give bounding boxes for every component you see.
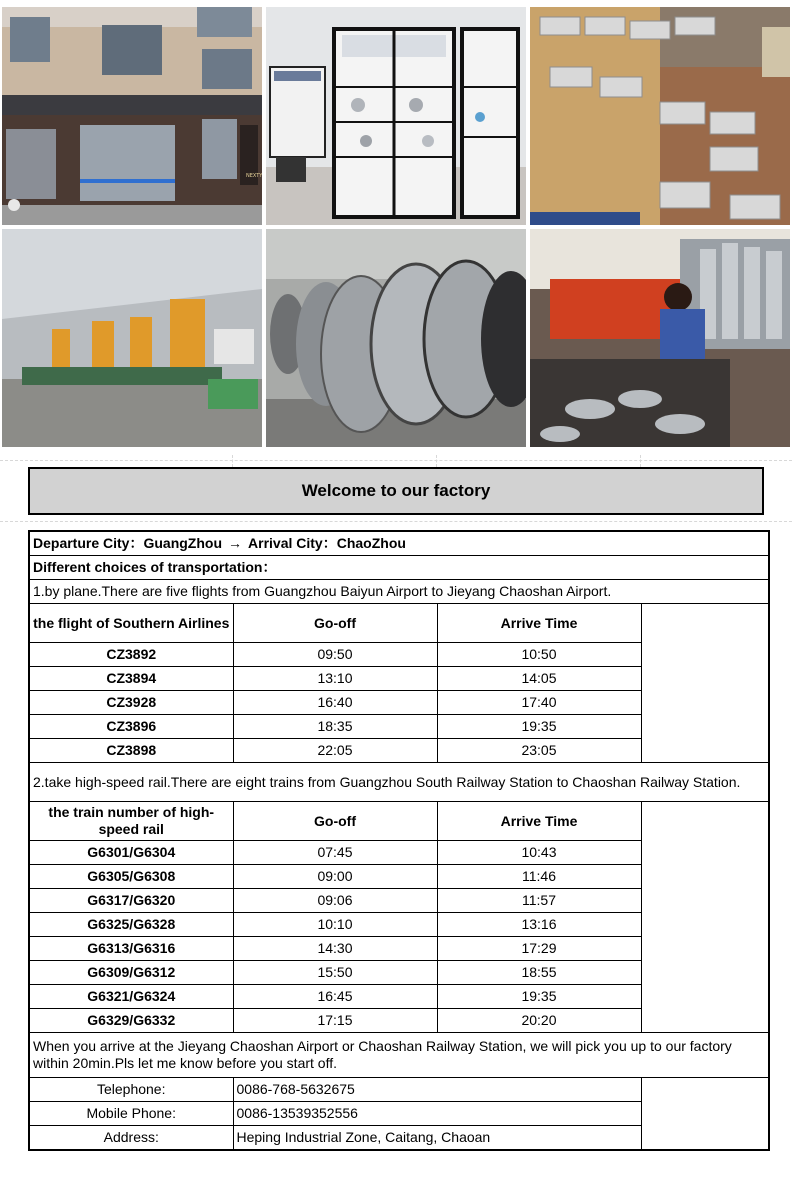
flight-arrive: 17:40 <box>437 691 641 715</box>
welcome-title: Welcome to our factory <box>301 481 491 500</box>
showroom-interior-photo <box>266 7 526 225</box>
train-number: G6309/G6312 <box>29 961 233 985</box>
rail-header-go-off: Go-off <box>233 802 437 841</box>
rail-header-train: the train number of high-speed rail <box>29 802 233 841</box>
train-go-off: 14:30 <box>233 937 437 961</box>
train-arrive: 18:55 <box>437 961 641 985</box>
welcome-banner <box>28 467 764 515</box>
sheet-gridline <box>436 455 437 467</box>
sheet-gridline <box>0 460 792 461</box>
steel-coils-photo <box>266 229 526 447</box>
contact-row <box>29 1078 769 1102</box>
contact-blank-cell <box>641 1078 769 1151</box>
flight-go-off: 18:35 <box>233 715 437 739</box>
train-number: G6321/G6324 <box>29 985 233 1009</box>
train-number: G6313/G6316 <box>29 937 233 961</box>
shop-sign-text: NEXTY <box>246 173 262 179</box>
flight-number: CZ3892 <box>29 643 233 667</box>
train-arrive: 11:46 <box>437 865 641 889</box>
flight-arrive: 19:35 <box>437 715 641 739</box>
flight-go-off: 13:10 <box>233 667 437 691</box>
workshop-worker-photo <box>530 229 790 447</box>
train-arrive: 13:16 <box>437 913 641 937</box>
train-arrive: 19:35 <box>437 985 641 1009</box>
flight-number: CZ3896 <box>29 715 233 739</box>
transport-heading: Different choices of transportation： <box>29 556 769 580</box>
train-go-off: 16:45 <box>233 985 437 1009</box>
plane-header-arrive: Arrive Time <box>437 604 641 643</box>
travel-info-table <box>28 530 768 1151</box>
pickup-note: When you arrive at the Jieyang Chaoshan Airport or Chaoshan Railway Station, we will pick you up to our factory within 20min.Pls let me know before you start off. <box>29 1033 769 1078</box>
rail-blank-cell <box>641 802 769 1033</box>
sheet-gridline <box>232 455 233 467</box>
sheet-gridline <box>0 521 792 522</box>
train-go-off: 15:50 <box>233 961 437 985</box>
plane-header-go-off: Go-off <box>233 604 437 643</box>
flight-arrive: 23:05 <box>437 739 641 763</box>
flight-go-off: 16:40 <box>233 691 437 715</box>
contact-label-telephone: Telephone: <box>29 1078 233 1102</box>
arrival-city: ChaoZhou <box>336 535 406 551</box>
train-number: G6301/G6304 <box>29 841 233 865</box>
contact-label-mobile: Mobile Phone: <box>29 1102 233 1126</box>
train-number: G6317/G6320 <box>29 889 233 913</box>
flight-go-off: 09:50 <box>233 643 437 667</box>
press-machines-photo <box>2 229 262 447</box>
plane-blank-cell <box>641 604 769 763</box>
train-go-off: 09:06 <box>233 889 437 913</box>
arrival-label: Arrival City： <box>248 535 337 551</box>
contact-label-address: Address: <box>29 1126 233 1151</box>
train-number: G6305/G6308 <box>29 865 233 889</box>
train-go-off: 09:00 <box>233 865 437 889</box>
arrow-right-icon: → <box>228 535 243 551</box>
flight-number: CZ3928 <box>29 691 233 715</box>
contact-value-telephone: 0086-768-5632675 <box>233 1078 641 1102</box>
flight-arrive: 10:50 <box>437 643 641 667</box>
flight-arrive: 14:05 <box>437 667 641 691</box>
train-arrive: 20:20 <box>437 1009 641 1033</box>
route-row <box>29 531 769 556</box>
train-arrive: 17:29 <box>437 937 641 961</box>
train-number: G6325/G6328 <box>29 913 233 937</box>
plane-header-flight: the flight of Southern Airlines <box>29 604 233 643</box>
train-arrive: 11:57 <box>437 889 641 913</box>
rail-intro: 2.take high-speed rail.There are eight trains from Guangzhou South Railway Station to Chaoshan Railway Station. <box>29 763 769 802</box>
contact-value-address: Heping Industrial Zone, Caitang, Chaoan <box>233 1126 641 1151</box>
contact-value-mobile: 0086-13539352556 <box>233 1102 641 1126</box>
train-number: G6329/G6332 <box>29 1009 233 1033</box>
plane-intro: 1.by plane.There are five flights from Guangzhou Baiyun Airport to Jieyang Chaoshan Airport. <box>29 580 769 604</box>
showroom-exterior-photo <box>2 7 262 225</box>
rail-header-arrive: Arrive Time <box>437 802 641 841</box>
train-go-off: 07:45 <box>233 841 437 865</box>
flight-go-off: 22:05 <box>233 739 437 763</box>
departure-city: GuangZhou <box>143 535 223 551</box>
train-arrive: 10:43 <box>437 841 641 865</box>
sheet-gridline <box>640 455 641 467</box>
flight-number: CZ3894 <box>29 667 233 691</box>
train-go-off: 17:15 <box>233 1009 437 1033</box>
departure-label: Departure City： <box>33 535 144 551</box>
stainless-trays-photo <box>530 7 790 225</box>
flight-number: CZ3898 <box>29 739 233 763</box>
train-go-off: 10:10 <box>233 913 437 937</box>
